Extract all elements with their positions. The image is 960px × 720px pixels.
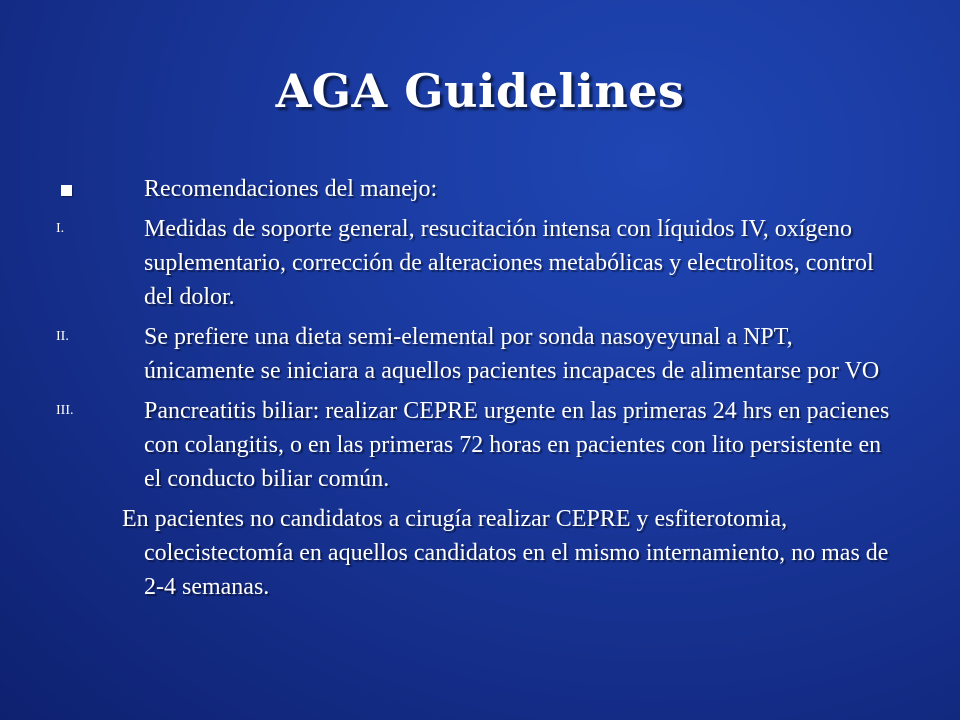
roman-numeral-marker: I. xyxy=(56,221,65,236)
square-bullet-icon xyxy=(61,185,72,196)
bullet-item xyxy=(0,172,960,206)
slide-content xyxy=(0,172,960,604)
bullet-text: Recomendaciones del manejo: xyxy=(144,176,438,202)
list-item xyxy=(0,212,960,314)
roman-numeral-marker: III. xyxy=(56,403,74,418)
slide-title: AGA Guidelines xyxy=(275,64,685,118)
list-item xyxy=(0,320,960,388)
roman-numeral-marker: II. xyxy=(56,329,69,344)
list-item xyxy=(0,394,960,496)
list-item-text: Se prefiere una dieta semi-elemental por sonda nasoyeyunal a NPT, únicamente se iniciara a aquellos pacientes incapaces de alimentarse por VO xyxy=(144,324,880,384)
list-item-text: Pancreatitis biliar: realizar CEPRE urgente en las primeras 24 hrs en pacienes con colangitis, o en las primeras 72 horas en pacientes con lito persistente en el conducto biliar común. xyxy=(144,398,890,492)
note-paragraph: En pacientes no candidatos a cirugía realizar CEPRE y esfiterotomia, colecistectomía en aquellos candidatos en el mismo internamiento, no mas de 2-4 semanas. xyxy=(122,506,889,600)
list-item-text: Medidas de soporte general, resucitación intensa con líquidos IV, oxígeno suplementario, corrección de alteraciones metabólicas y electrolitos, control del dolor. xyxy=(144,216,874,310)
